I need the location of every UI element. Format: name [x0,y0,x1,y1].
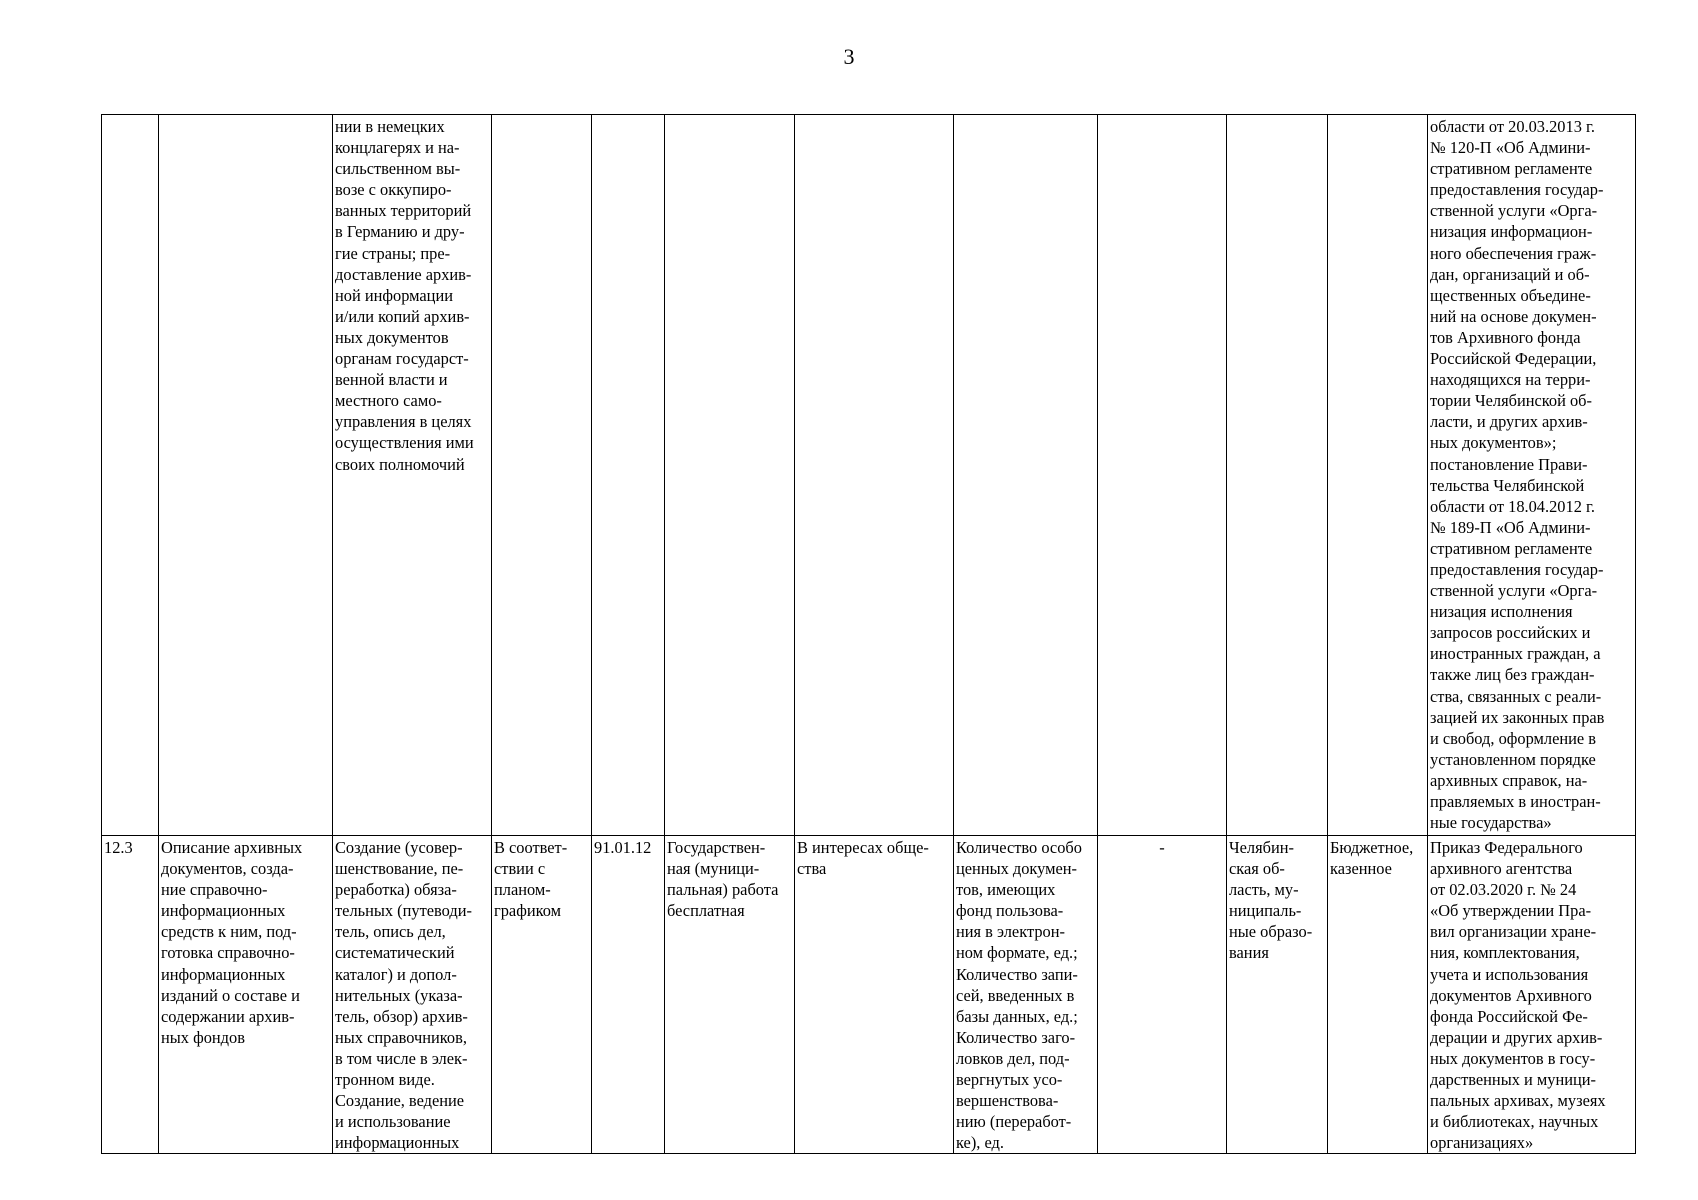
page-number: 3 [843,44,855,69]
cell-institution-type [1328,115,1428,836]
cell-territory [1227,115,1328,836]
cell-number: 12.3 [102,836,159,1154]
cell-periodicity [492,115,592,836]
registry-table [101,114,1636,1154]
cell-consumers: В интересах обще- ства [795,836,954,1154]
table-row-continuation [102,115,1636,836]
cell-work-type: Государствен- ная (муници- пальная) работа бесплатная [665,836,795,1154]
cell-quality-indicators [954,115,1098,836]
cell-quality-indicators: Количество особо ценных докумен- тов, имеющих фонд пользова- ния в электрон- ном формате, ед.; Количество запи- сей, введенных в базы данных, ед.; Количество заго- ловков дел, под- вергнутых усо- вершенствова- нию (переработ- ке), ед. [954,836,1098,1154]
cell-number [102,115,159,836]
cell-legal-acts: области от 20.03.2013 г. № 120-П «Об Админи- стративном регламенте предоставления государ- ственной услуги «Орга- низация информацион- ного обеспечения граж- дан, организаций и об- щественных объедине- ний на основе докумен- тов Архивного фонда Российской Федерации, находящихся на терри- тории Челябинской об- ласти, и других архив- ных документов»; постановление Прави- тельства Челябинской области от 18.04.2012 г. № 189-П «Об Админи- стративном регламенте предоставления государ- ственной услуги «Орга- низация исполнения запросов российских и иностранных граждан, а также лиц без граждан- ства, связанных с реали- зацией их законных прав и свобод, оформление в установленном порядке архивных справок, на- правляемых в иностран- ные государства» [1428,115,1636,836]
cell-volume-indicators [1098,115,1227,836]
cell-institution-type: Бюджетное, казенное [1328,836,1428,1154]
cell-legal-acts: Приказ Федерального архивного агентства от 02.03.2020 г. № 24 «Об утверждении Пра- вил организации хране- ния, комплектования, учета и использования документов Архивного фонда Российской Фе- дерации и других архив- ных документов в госу- дарственных и муници- пальных архивах, музеях и библиотеках, научных организациях» [1428,836,1636,1154]
cell-okved-code [592,115,665,836]
cell-work-content: Создание (усовер- шенствование, пе- реработка) обяза- тельных (путеводи- тель, опись дел, систематический каталог) и допол- нительных (указа- тель, обзор) архив- ных справочников, в том числе в элек- тронном виде. Создание, ведение и использование информационных [333,836,492,1154]
table-row-12-3 [102,836,1636,1154]
cell-work-name: Описание архивных документов, созда- ние справочно- информационных средств к ним, под- готовка справочно- информационных изданий о составе и содержании архив- ных фондов [159,836,333,1154]
cell-periodicity: В соответ- ствии с планом- графиком [492,836,592,1154]
cell-okved-code: 91.01.12 [592,836,665,1154]
cell-work-type [665,115,795,836]
cell-volume-indicators: - [1098,836,1227,1154]
cell-work-content: нии в немецких концлагерях и на- сильственном вы- возе с оккупиро- ванных территорий в Германию и дру- гие страны; пре- доставление архив- ной информации и/или копий архив- ных документов органам государст- венной власти и местного само- управления в целях осуществления ими своих полномочий [333,115,492,836]
cell-consumers [795,115,954,836]
cell-work-name [159,115,333,836]
cell-territory: Челябин- ская об- ласть, му- ниципаль- ные образо- вания [1227,836,1328,1154]
